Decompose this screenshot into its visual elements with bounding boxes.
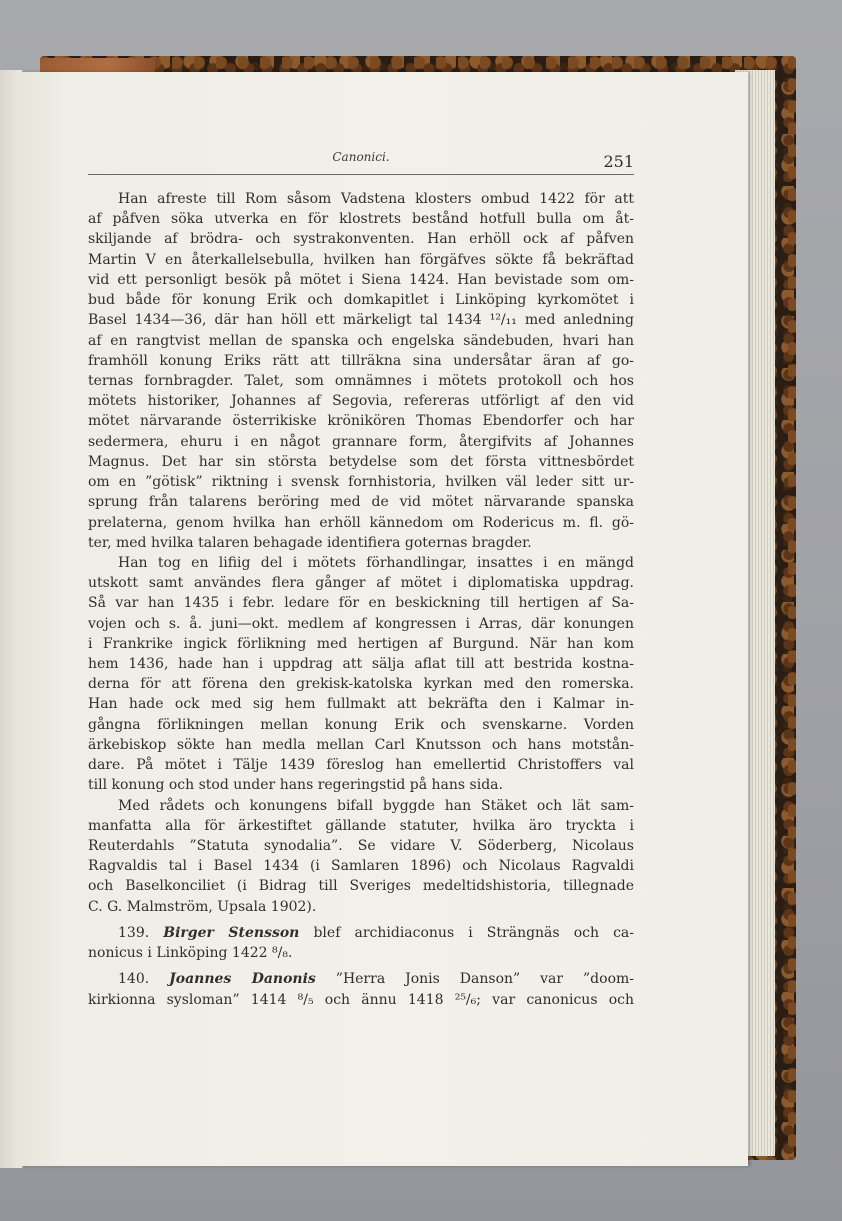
text-line: ter, med hvilka talaren behagade identifiera goternas bragder. — [88, 534, 532, 551]
text-line: Martin V en återkallelsebulla, hvilken han förgäfves sökte få bekräftad — [88, 251, 634, 268]
running-head-title: Canonici. — [332, 150, 390, 164]
entry-number: 140. — [118, 971, 150, 988]
entry-text: ”Herra Jonis Danson” var ”doom- — [335, 971, 634, 988]
text-line: Han afreste till Rom såsom Vadstena klosters ombud 1422 för att — [118, 191, 634, 207]
text-line: till konung och stod under hans regeringstid på hans sida. — [88, 777, 503, 794]
entry-number: 139. — [118, 924, 150, 941]
page-number: 251 — [603, 152, 634, 171]
text-line: Basel 1434—36, där han höll ett märkeligt tal 1434 ¹²/₁₁ med anledning — [88, 312, 634, 329]
text-line: utskott samt användes flera gånger af mötet i diplomatiska uppdrag. — [88, 575, 634, 592]
text-line: sedermera, ehuru i en något grannare form, återgifvits af Johannes — [88, 433, 634, 450]
entry-140-line-1 — [88, 969, 634, 989]
text-line: Ragvaldis tal i Basel 1434 (i Samlaren 1896) och Nicolaus Ragvaldi — [88, 858, 634, 875]
entry-139-line-2: nonicus i Linköping 1422 ⁸/₈. — [88, 945, 293, 962]
text-line: mötet närvarande österrikiske krönikören Thomas Ebendorfer och har — [88, 413, 634, 430]
body-text — [88, 189, 634, 1010]
text-line: gångna förlikningen mellan konung Erik och svenskarne. Vorden — [88, 716, 634, 733]
entry-name: Joannes Danonis — [169, 971, 316, 988]
text-line: vid ett personligt besök på mötet i Siena 1424. Han bevistade som om- — [88, 271, 634, 288]
entry-name: Birger Stensson — [163, 924, 300, 941]
text-line: vojen och s. å. juni—okt. medlem af kongressen i Arras, där konungen — [88, 615, 634, 632]
text-line: af påfven söka utverka en för klostrets bestånd hotfull bulla om åt- — [88, 211, 634, 228]
text-line: manfatta alla för ärkestiftet gällande statuter, hvilka äro tryckta i — [88, 817, 634, 834]
text-line: af en rangtvist mellan de spanska och engelska sändebuden, hvari han — [88, 332, 634, 349]
text-line: dare. På mötet i Tälje 1439 föreslog han emellertid Christoffers val — [88, 757, 634, 774]
text-line: bud både för konung Erik och domkapitlet i Linköping kyrkomötet i — [88, 292, 634, 309]
text-line: C. G. Malmström, Upsala 1902). — [88, 898, 317, 915]
text-line: Med rådets och konungens bifall byggde han Stäket och lät sam- — [118, 797, 634, 814]
text-line: Så var han 1435 i febr. ledare för en beskickning till hertigen af Sa- — [88, 595, 634, 612]
text-line: derna för att förena den grekisk-katolska kyrkan med den romerska. — [88, 676, 634, 693]
running-head — [88, 150, 634, 175]
text-line: prelaterna, genom hvilka han erhöll kännedom om Rodericus m. fl. gö- — [88, 514, 634, 531]
text-line: hem 1436, hade han i uppdrag att sälja aflat till att bestrida kostna- — [88, 656, 634, 673]
text-line: och Baselkonciliet (i Bidrag till Sveriges medeltidshistoria, tillegnade — [88, 878, 634, 895]
text-line: mötets historiker, Johannes af Segovia, refereras utförligt af den vid — [88, 393, 634, 410]
text-line: framhöll konung Eriks rätt att tillräkna sina undersåtar äran af go- — [88, 352, 634, 369]
text-line: ternas fornbragder. Talet, som omnämnes i mötets protokoll och hos — [88, 372, 634, 389]
text-line: Han tog en lifiig del i mötets förhandlingar, insattes i en mängd — [118, 554, 634, 571]
text-line: i Frankrike ingick förlikning med hertigen af Burgund. När han kom — [88, 635, 634, 652]
entry-140-line-2: kirkionna sysloman” 1414 ⁸/₅ och ännu 1418 ²⁵/₆; var canonicus och — [88, 991, 634, 1008]
entry-text: blef archidiaconus i Strängnäs och ca- — [313, 924, 634, 941]
text-line: Han hade ock med sig hem fullmakt att bekräfta den i Kalmar in- — [88, 696, 634, 713]
text-line: Reuterdahls ”Statuta synodalia”. Se vidare V. Söderberg, Nicolaus — [88, 838, 634, 854]
text-line: skiljande af brödra- och systrakonventen. Han erhöll ock af påfven — [88, 231, 634, 248]
text-line: ärkebiskop sökte han medla mellan Carl Knutsson och hans motstån- — [88, 736, 634, 753]
entry-139-line-1 — [88, 923, 634, 943]
text-line: om en ”götisk” riktning i svensk fornhistoria, hvilken väl leder sitt ur- — [88, 474, 634, 491]
text-line: sprung från talarens beröring med de vid mötet närvarande spanska — [88, 494, 634, 511]
text-line: Magnus. Det har sin största betydelse som det första vittnesbördet — [88, 453, 634, 470]
